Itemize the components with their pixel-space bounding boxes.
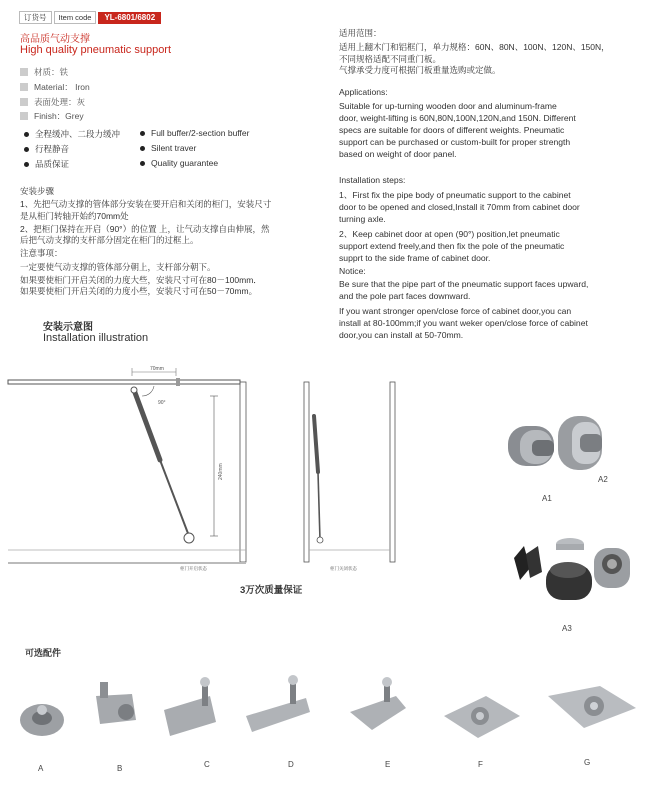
bullet-icon — [140, 131, 145, 136]
part-label: A2 — [598, 475, 608, 484]
install-en: Installation steps: 1、First fix the pipe body of pneumatic support to the cabinet door to be opened and closed,Install it 70mm from cabinet door turning axle. 2、Keep cabinet door at open (90°) position,let pneumatic support extend freely,and then fix the pole of the pneumatic supprt to the side frame of cabinet door. Notice: Be sure that the pipe part of the pneumatic support faces upward, and the pole part faces downward. If you want stronger open/close force of cabinet door,you can install at 80-100mm;if you want weker open/close force of cabinet door,you can install at 50-70mm. — [339, 175, 589, 340]
part-label: C — [204, 760, 210, 769]
accessory-g-icon — [548, 686, 636, 728]
part-label: B — [117, 764, 123, 773]
part-a3-cap-icon — [556, 538, 584, 550]
item-code-bar — [19, 12, 161, 23]
part-label: D — [288, 760, 294, 769]
accessory-f-icon — [444, 696, 520, 738]
accessories-row — [0, 672, 650, 762]
property-item: Finish：Grey — [20, 110, 84, 122]
install-cn-line: 注意事项： — [20, 248, 63, 259]
accessories-heading: 可选配件 — [25, 648, 62, 658]
install-cn-line: 如果要使柜门开启关闭的力度小些，安装尺寸可在50－70mm。 — [20, 286, 258, 297]
feature-item: 行程静音 — [24, 143, 69, 155]
part-label: E — [385, 760, 391, 769]
closed-door-panel — [304, 382, 309, 562]
bullet-icon — [24, 162, 29, 167]
accessory-e-icon — [350, 677, 406, 730]
install-cn-section — [20, 186, 320, 298]
illustration-title-en: Installation illustration — [43, 332, 149, 344]
bullet-icon — [24, 147, 29, 152]
property-item: Material： Iron — [20, 81, 90, 93]
dim-240-label: 240mm — [218, 463, 224, 480]
dim-70-label: 70mm — [150, 366, 164, 372]
item-code-label: Item code — [54, 11, 97, 24]
install-cn-line: 是从柜门转轴开始约70mm处 — [20, 210, 129, 221]
hinge — [176, 378, 180, 386]
gas-spring-body — [134, 390, 160, 460]
applications-en: Applications: Suitable for up-turning wooden door and aluminum-frame door, weight-lifting is 60N,80N,100N,120N,and 150N. Different specs are suitable for doors of different weights. Pneumatic support can be purchased or custom-built for proper strength based on weight of door panel. — [339, 87, 576, 159]
feature-item: 全程缓冲、二段力缓冲 — [24, 128, 120, 140]
open-door-panel — [8, 380, 240, 384]
feature-item: Silent traver — [140, 143, 196, 153]
feature-item: 品质保证 — [24, 158, 69, 170]
part-a3-image — [508, 528, 638, 618]
accessory-c-icon — [164, 677, 216, 736]
bullet-icon — [140, 161, 145, 166]
feature-item: Full buffer/2-section buffer — [140, 128, 249, 138]
property-item: 材质：铁 — [20, 66, 68, 78]
warranty-note: 3万次质量保证 — [240, 585, 303, 596]
install-cn-line: 后把气动支撑的支杆部分固定在柜门的过框上。 — [20, 235, 199, 246]
part-a3-socket-icon — [594, 548, 630, 588]
part-label: A3 — [562, 624, 572, 633]
bullet-icon — [140, 146, 145, 151]
part-label: A — [38, 764, 44, 773]
part-a1-a2-image — [498, 408, 628, 498]
install-cn-line: 2、把柜门保持在开启（90°）的位置 上，让气动支撑自由伸展，然 — [20, 223, 270, 234]
caption-closed: 柜门关闭状态 — [330, 566, 357, 571]
install-cn-line: 如果要使柜门开启关闭的力度大些，安装尺寸可在80－100mm． — [20, 275, 262, 286]
accessory-b-icon — [96, 682, 136, 724]
cabinet-side-left — [240, 382, 246, 562]
angle-label: 90° — [158, 400, 166, 406]
feature-item: Quality guarantee — [140, 158, 218, 168]
installation-diagram — [0, 360, 400, 590]
install-cn-line: 1、先把气动支撑的管体部分安装在要开启和关闭的柜门，安装尺寸 — [20, 199, 272, 210]
part-a3-base-icon — [546, 562, 592, 600]
part-a2-icon — [558, 416, 602, 470]
part-a1-icon — [508, 426, 554, 466]
item-code: YL-6801/6802 — [98, 12, 161, 24]
title-cn: 高品质气动支撑 — [20, 34, 90, 45]
illustration-title-cn: 安装示意图 — [43, 322, 93, 333]
accessory-d-icon — [246, 675, 310, 732]
order-label: 订货号 — [19, 11, 52, 24]
applications-cn: 适用范围： 适用上翻木门和铝框门，单力规格：60N、80N、100N、120N、150N， 不同规格适配不同重门板。 气撑承受力度可根据门板重量选购或定做。 — [339, 28, 610, 75]
gas-spring-rod — [160, 460, 189, 536]
caption-open: 柜门开启状态 — [180, 566, 207, 571]
install-cn-heading: 安装步骤 — [20, 186, 55, 196]
accessory-a-icon — [20, 704, 64, 736]
part-a3-clip-icon — [514, 546, 542, 580]
bullet-icon — [24, 132, 29, 137]
property-item: 表面处理：灰 — [20, 96, 85, 108]
install-cn-line: 一定要使气动支撑的管体部分朝上，支杆部分朝下。 — [20, 261, 216, 272]
part-label: A1 — [542, 494, 552, 503]
part-label: F — [478, 760, 483, 769]
title-en: High quality pneumatic support — [20, 44, 172, 56]
part-label: G — [584, 758, 591, 767]
